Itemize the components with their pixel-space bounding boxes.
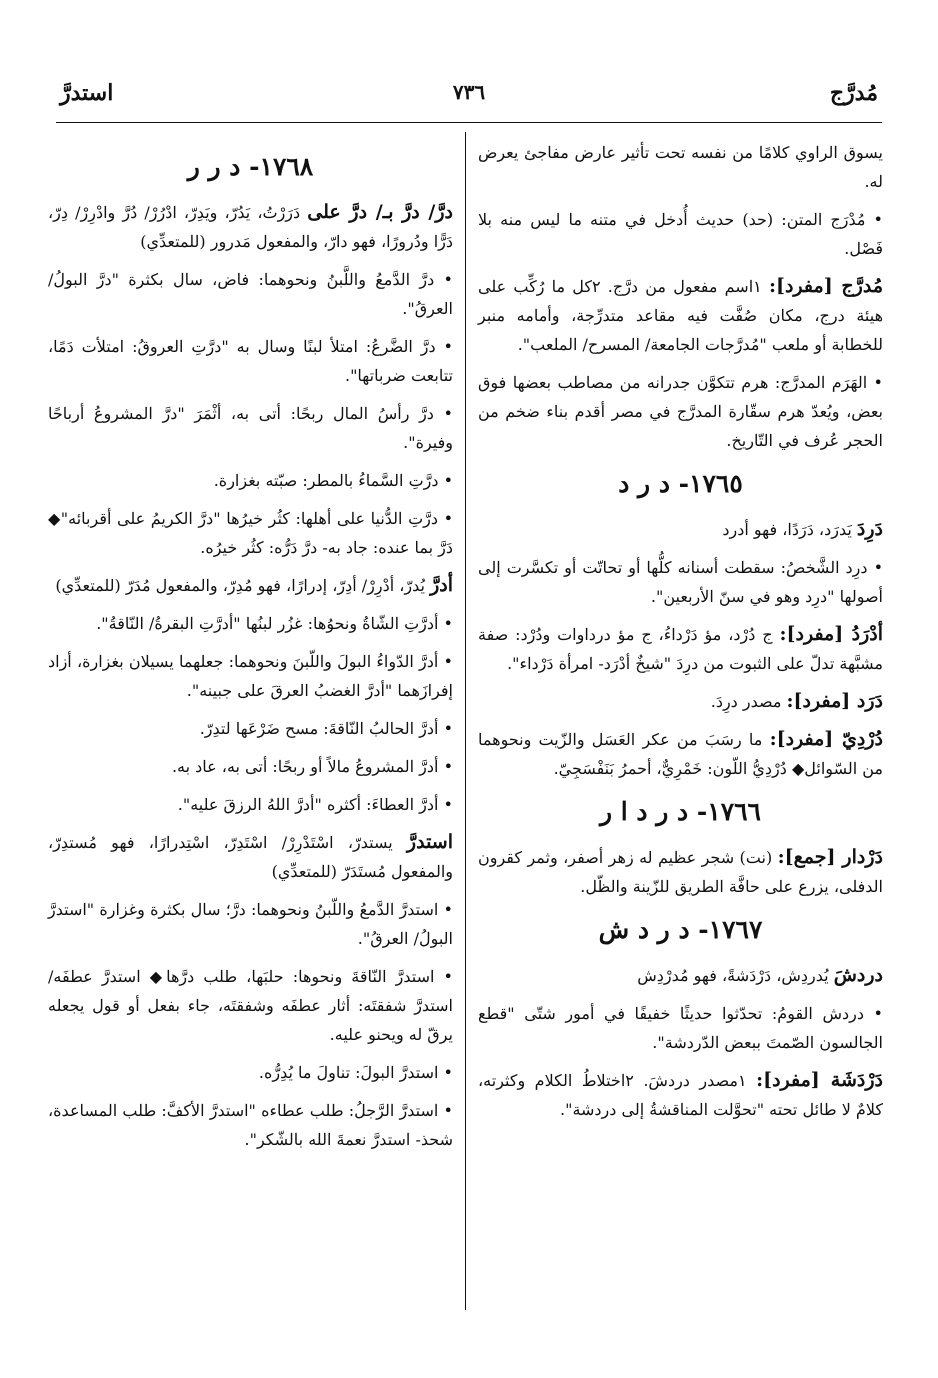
entry-headword: استدرَّ <box>406 831 454 853</box>
header-divider <box>56 122 882 123</box>
entry-text: • أدرَّتِ الشّاةُ ونحوُها: غزُر لبنُها "أدرَّتِ البقرةُ/ النّاقةُ". <box>96 614 453 633</box>
entry-text: • درَّتِ السَّماءُ بالمطر: صبّته بغزارة. <box>213 471 453 490</box>
root-section-heading: ١٧٦٨- د ر ر <box>187 152 314 181</box>
entry-headword: أدْرَدُ [مفرد]: <box>779 623 884 645</box>
entry-text: • درِد الشَّخصُ: سقطت أسنانه كلُّها أو تحاتّت أو تكسَّرت إلى أصولها "درِد وهو في سنّ الأربعين". <box>478 558 883 606</box>
root-section-heading: ١٧٦٧- د ر د ش <box>598 915 763 944</box>
entry-text: ١مصدر دردشَ. ٢اختلاطُ الكلام وكثرته، كلامٌ لا طائل تحته "تحوَّلت المناقشةُ إلى دردشة". <box>478 1071 883 1119</box>
entry-headword: مُدرَّج [مفرد]: <box>768 275 884 297</box>
entry-text: (نت) شجر عظيم له زهر أصفر، وثمر كقرون الدفلى، يزرع على حافَّة الطريق للزّينة والظّل. <box>478 848 883 896</box>
dictionary-entry <box>478 272 883 359</box>
dictionary-entry <box>48 1058 453 1087</box>
dictionary-entry <box>478 620 883 678</box>
dictionary-entry <box>48 466 453 495</box>
dictionary-entry <box>48 647 453 705</box>
entry-text: ١اسم مفعول من درَّج. ٢كل ما رُكِّب على هيئة درج، مكان صُفَّت فيه مقاعد متدرِّجة، وأمامه منبر للخطابة أو ملعب "مُدرَّجات الجامعة/ المسرح/ الملعب". <box>478 277 883 354</box>
entry-text: • أدرَّ المشروعُ مالاً أو ربحًا: أتى به، عاد به. <box>171 757 453 776</box>
entry-text: • استدرَّ الرَّجلُ: طلب عطاءه "استدرَّ الأكفَّ: طلب المساعدة، شحذ- استدرَّ نعمةَ الله بالشّكر". <box>48 1101 453 1149</box>
entry-headword: دَرِدَ <box>856 518 883 540</box>
root-section-heading: ١٧٦٦- د ر د ا ر <box>600 797 761 826</box>
page-header <box>60 80 878 120</box>
dictionary-entry <box>478 553 883 611</box>
entry-text: ج دُرْد، مؤ دَرْداءُ، ج مؤ درداوات ودُرْد: صفة مشبَّهة تدلّ على الثبوت من درِدَ "شيخٌ أدْرَد- امرأة دَرْداء". <box>478 625 883 673</box>
entry-text: يسوق الراوي كلامًا من نفسه تحت تأثير عارض مفاجئ يعرض له. <box>478 143 883 191</box>
entry-text: • أدرَّ الدّواءُ البولَ واللّبنَ ونحوهما: جعلهما يسيلان بغزارة، أزاد إفرازَهما "أدرَّ الغضبُ العرقَ على جبينه". <box>48 652 453 700</box>
dictionary-entry <box>478 138 883 196</box>
dictionary-entry <box>478 515 883 544</box>
dictionary-entry <box>48 1096 453 1154</box>
entry-text: يستدرّ، اسْتَدْرِرْ/ اسْتَدِرّ، اسْتِدرارًا، فهو مُستدِرّ، والمفعول مُستَدَرّ (للمتعدِّي) <box>48 833 453 881</box>
entry-text: • دردش القومُ: تحدّثوا حديثًا خفيفًا في أمور شتّى "قطع الجالسون الصّمتَ ببعض الدّردشة". <box>478 1004 883 1052</box>
entry-text: يَدرَد، دَرَدًا، فهو أدرد <box>722 520 852 539</box>
entry-text: • درَّتِ الدُّنيا على أهلها: كثُر خيرُها "درَّ الكريمُ على أقربائه"◆ دَرَّ بما عنده: جاد به- درَّ دَرُّه: كثُر خيرُه. <box>48 509 453 557</box>
left-column <box>48 138 453 1163</box>
entry-text: • استدرَّ البولَ: تناولَ ما يُدِرُّه. <box>258 1063 453 1082</box>
dictionary-entry <box>48 828 453 886</box>
dictionary-entry <box>478 368 883 455</box>
dictionary-entry <box>48 714 453 743</box>
entry-headword: دُرْدِيّ [مفرد]: <box>769 728 883 750</box>
dictionary-entry <box>48 752 453 781</box>
dictionary-entry <box>48 609 453 638</box>
entry-text: • أدرَّ الحالبُ النّاقةَ: مسح ضَرْعَها لتدِرّ. <box>199 719 453 738</box>
dictionary-entry <box>48 895 453 953</box>
entry-text: يُدرّ، أدْرِرْ/ أدِرّ، إدرارًا، فهو مُدِرّ، والمفعول مُدَرّ (للمتعدِّي) <box>55 576 425 595</box>
dictionary-entry <box>48 571 453 600</box>
entry-headword: دردشَ <box>833 964 883 986</box>
header-last-word: استدرَّ <box>60 80 114 106</box>
entry-text: دَرَرْتُ، يَدُرّ، ويَدِرّ، ادْرُرْ/ دُرَّ وادْرِرْ/ دِرّ، دَرًّا ودُرورًا، فهو دارّ، والمفعول مَدرور (للمتعدِّي) <box>48 203 453 251</box>
dictionary-entry <box>48 265 453 323</box>
entry-text: • مُدْرَج المتن: (حد) حديث أُدخل في متنه ما ليس منه بلا فَصْل. <box>478 210 883 258</box>
dictionary-entry <box>478 725 883 783</box>
dictionary-entry <box>48 198 453 256</box>
entry-headword: أدرَّ <box>430 574 453 596</box>
dictionary-entry <box>48 790 453 819</box>
root-section-heading: ١٧٦٥- د ر د <box>618 469 743 498</box>
dictionary-entry <box>478 1066 883 1124</box>
entry-text: • أدرَّ العطاءَ: أكثره "أدرَّ اللهُ الرزقَ عليه". <box>177 795 453 814</box>
header-first-word: مُدرَّج <box>829 80 878 106</box>
entry-text: • درَّ الضَّرعُ: امتلأ لبنًا وسال به "درَّتِ العروقُ: امتلأت دَمًا، تتابعت ضرباتها". <box>48 337 453 385</box>
entry-headword: دَرَد [مفرد]: <box>786 690 883 712</box>
dictionary-entry <box>48 962 453 1049</box>
entry-headword: دَرْدَشَة [مفرد]: <box>756 1069 883 1091</box>
entry-text: مصدر درِدَ. <box>710 692 782 711</box>
entry-text: • استدرَّ الدَّمعُ واللّبنُ ونحوهما: درَّ؛ سال بكثرة وغزارة "استدرَّ البولُ/ العرقُ". <box>48 900 453 948</box>
dictionary-entry <box>478 843 883 901</box>
dictionary-entry <box>478 999 883 1057</box>
dictionary-entry <box>48 399 453 457</box>
dictionary-entry <box>48 504 453 562</box>
dictionary-entry <box>48 332 453 390</box>
page-number: ٧٣٦ <box>452 80 486 104</box>
dictionary-entry <box>478 961 883 990</box>
entry-text: • استدرَّ النّاقةَ ونحوها: حلبَها، طلب درَّها◆ استدرَّ عطفَه/ استدرَّ شفقتَه: أثار عطفَه وشفقتَه، جاء بفعل أو قول يجعله يرقّ له ويحنو عليه. <box>48 967 453 1044</box>
entry-text: ما رسَبَ من عكر العَسَل والزّيت ونحوهما من السّوائل◆ دُرْدِيُّ اللّون: خَمْرِيٌّ، أحمرُ بَنَفْسَجِيّ. <box>478 730 883 778</box>
dictionary-entry <box>478 687 883 716</box>
entry-headword: درَّ/ درَّ بـ/ درَّ على <box>307 201 453 223</box>
entry-text: • الهَرَم المدرَّج: هرم تتكوَّن جدرانه من مصاطب بعضها فوق بعض، ويُعدّ هرم سقّارة المدرَّج في مصر أقدم بناء ضخم من الحجر عُرف في التّاريخ. <box>478 373 883 450</box>
dictionary-entry <box>478 205 883 263</box>
entry-text: • درَّ رأسُ المال ربحًا: أتى به، أثْمَرَ "درَّ المشروعُ أرباحًا وفيرة". <box>48 404 453 452</box>
entry-text: يُدردِش، دَرْدَشةً، فهو مُدرْدِش <box>637 966 829 985</box>
right-column <box>478 138 883 1133</box>
column-divider <box>465 132 466 1310</box>
entry-text: • درَّ الدَّمعُ واللَّبنُ ونحوهما: فاض، سال بكثرة "درَّ البولُ/ العرقُ". <box>48 270 453 318</box>
entry-headword: دَرْدار [جمع]: <box>777 846 883 868</box>
